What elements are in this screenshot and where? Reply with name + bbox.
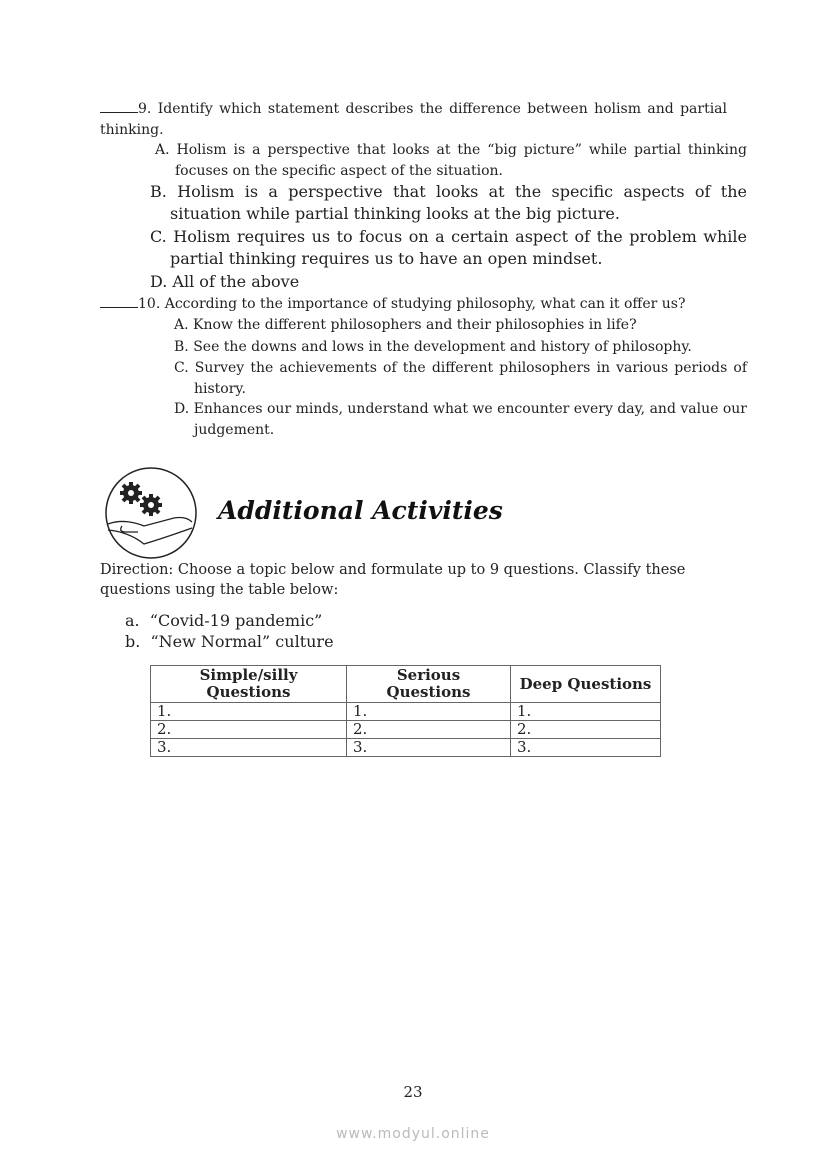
question-stem: According to the importance of studying philosophy, what can it offer us? [164, 296, 686, 312]
q10-option-a: A. Know the different philosophers and their philosophies in life? [174, 317, 637, 333]
questions-table [150, 665, 661, 757]
header-simple: Simple/silly Questions [151, 666, 347, 703]
q10-option-d: D. Enhances our minds, understand what we encounter every day, and value our judgement. [174, 401, 747, 438]
q9-option-c: C. Holism requires us to focus on a certain aspect of the problem while partial thinking requires us to have an open mindset. [150, 227, 747, 268]
q9-option-b: B. Holism is a perspective that looks at the specific aspects of the situation while partial thinking looks at the big picture. [150, 182, 747, 223]
header-serious: Serious Questions [347, 666, 511, 703]
table-header-row [151, 666, 661, 703]
answer-blank[interactable] [100, 295, 138, 308]
watermark: www.modyul.online [336, 1126, 490, 1142]
table-cell[interactable]: 1. [347, 703, 511, 721]
table-cell[interactable]: 2. [151, 721, 347, 739]
answer-blank[interactable] [100, 100, 138, 113]
q10-option-c: C. Survey the achievements of the different philosophers in various periods of history. [174, 360, 747, 397]
table-cell[interactable]: 2. [347, 721, 511, 739]
q10-option-b: B. See the downs and lows in the development and history of philosophy. [174, 339, 692, 355]
section-title: Additional Activities [218, 496, 503, 525]
topic-b: b. “New Normal” culture [125, 632, 334, 651]
page-number: 23 [403, 1083, 423, 1101]
topic-a: a. “Covid-19 pandemic” [125, 611, 323, 630]
question-number: 9. [138, 101, 152, 117]
q9-option-d: D. All of the above [150, 272, 300, 291]
table-cell[interactable]: 2. [511, 721, 661, 739]
question-10 [100, 294, 727, 315]
table-cell[interactable]: 3. [347, 739, 511, 757]
table-row [151, 739, 661, 757]
table-row [151, 721, 661, 739]
direction-text: Direction: Choose a topic below and formulate up to 9 questions. Classify these questions using the table below: [100, 562, 686, 598]
table-cell[interactable]: 1. [151, 703, 347, 721]
q9-option-a: A. Holism is a perspective that looks at the “big picture” while partial thinking focuses on the specific aspect of the situation. [155, 142, 747, 179]
question-number: 10. [138, 296, 161, 312]
table-row [151, 703, 661, 721]
question-9 [100, 99, 727, 140]
question-stem: Identify which statement describes the difference between holism and partial thinking. [100, 101, 727, 138]
gears-in-hand-icon [104, 466, 198, 560]
header-deep: Deep Questions [511, 666, 661, 703]
table-cell[interactable]: 3. [151, 739, 347, 757]
table-cell[interactable]: 3. [511, 739, 661, 757]
table-cell[interactable]: 1. [511, 703, 661, 721]
